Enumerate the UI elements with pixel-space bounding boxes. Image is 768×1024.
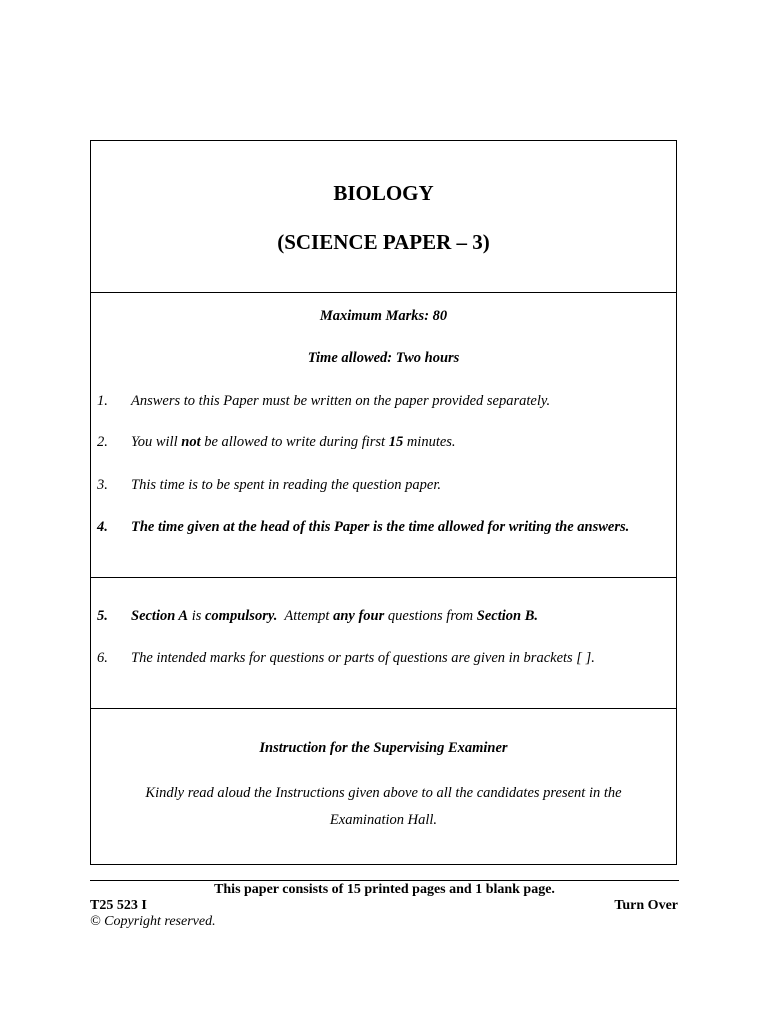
item-number: 6. (97, 650, 108, 666)
turn-over-label: Turn Over (614, 898, 678, 913)
footer-rule (90, 880, 679, 881)
item-text: Answers to this Paper must be written on the paper provided separately. (131, 393, 551, 409)
item-text: You will not be allowed to write during first 15 minutes. (131, 434, 456, 450)
item-number: 1. (97, 393, 108, 409)
paper-title: (SCIENCE PAPER – 3) (277, 230, 490, 254)
supervisor-line-2: Examination Hall. (329, 812, 438, 828)
cover-frame (90, 140, 677, 865)
paper-code: T25 523 I (90, 898, 147, 913)
item-number: 2. (97, 434, 108, 450)
item-text: The intended marks for questions or parts of questions are given in brackets [ ]. (131, 650, 595, 666)
item-number: 5. (97, 608, 108, 624)
supervisor-line-1: Kindly read aloud the Instructions given above to all the candidates present in the (145, 785, 622, 801)
section-instructions (91, 577, 676, 709)
item-number: 3. (97, 477, 108, 493)
subject-title: BIOLOGY (333, 181, 434, 205)
instructions-section (91, 292, 676, 578)
item-text: This time is to be spent in reading the question paper. (131, 477, 441, 493)
supervisor-heading: Instruction for the Supervising Examiner (259, 740, 508, 756)
page-count-note: This paper consists of 15 printed pages and 1 blank page. (214, 882, 555, 897)
item-text: Section A is compulsory. Attempt any four questions from Section B. (131, 608, 539, 624)
item-text: The time given at the head of this Paper is the time allowed for writing the answers. (131, 519, 630, 535)
title-section (91, 141, 676, 293)
item-number: 4. (97, 519, 108, 535)
supervisor-section (91, 708, 676, 864)
maximum-marks: Maximum Marks: 80 (319, 308, 448, 324)
copyright-notice: © Copyright reserved. (90, 914, 216, 929)
time-allowed: Time allowed: Two hours (307, 350, 460, 366)
supervisor-text (127, 780, 640, 834)
